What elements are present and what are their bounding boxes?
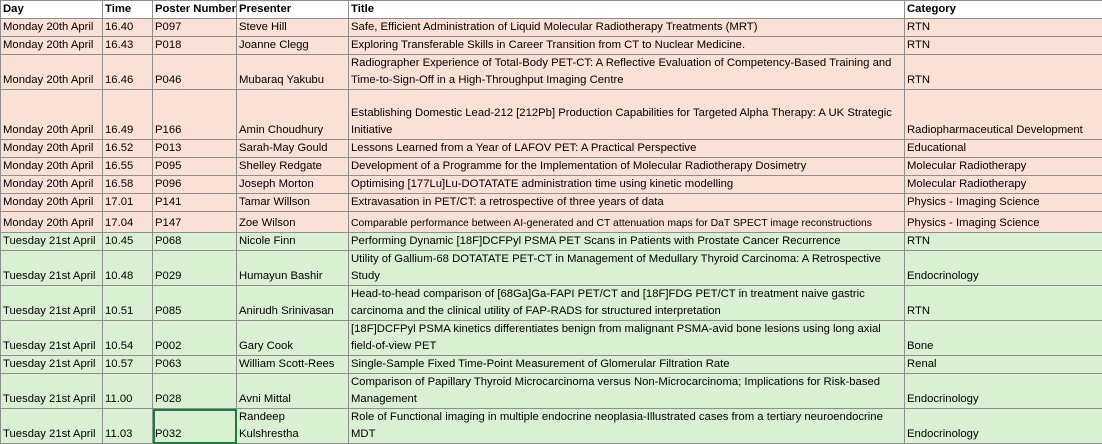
- cell-category[interactable]: Endocrinology: [905, 409, 1102, 444]
- cell-presenter[interactable]: Shelley Redgate: [237, 158, 349, 176]
- cell-time[interactable]: 11.03: [103, 409, 153, 444]
- cell-title[interactable]: Performing Dynamic [18F]DCFPyl PSMA PET Scans in Patients with Prostate Cancer Recurrence: [349, 233, 905, 251]
- cell-title[interactable]: Lessons Learned from a Year of LAFOV PET: A Practical Perspective: [349, 140, 905, 158]
- cell-time[interactable]: 17.04: [103, 212, 153, 233]
- table-row: [1, 158, 1102, 176]
- cell-presenter[interactable]: Nicole Finn: [237, 233, 349, 251]
- cell-category[interactable]: Educational: [905, 140, 1102, 158]
- cell-day[interactable]: Tuesday 21st April: [1, 233, 103, 251]
- cell-poster[interactable]: P029: [153, 251, 237, 286]
- cell-poster[interactable]: P166: [153, 90, 237, 140]
- cell-presenter[interactable]: Amin Choudhury: [237, 90, 349, 140]
- cell-day[interactable]: Tuesday 21st April: [1, 251, 103, 286]
- cell-category[interactable]: Physics - Imaging Science: [905, 212, 1102, 233]
- cell-category[interactable]: Renal: [905, 356, 1102, 374]
- cell-category[interactable]: Radiopharmaceutical Development: [905, 90, 1102, 140]
- cell-presenter[interactable]: Steve Hill: [237, 19, 349, 37]
- cell-time[interactable]: 16.43: [103, 37, 153, 55]
- cell-category[interactable]: Bone: [905, 321, 1102, 356]
- header-row: [1, 1, 1102, 19]
- cell-category[interactable]: RTN: [905, 286, 1102, 321]
- cell-presenter[interactable]: Anirudh Srinivasan: [237, 286, 349, 321]
- table-row: [1, 374, 1102, 409]
- cell-title[interactable]: Extravasation in PET/CT: a retrospective of three years of data: [349, 194, 905, 212]
- cell-category[interactable]: Endocrinology: [905, 374, 1102, 409]
- cell-poster[interactable]: P063: [153, 356, 237, 374]
- cell-presenter[interactable]: William Scott-Rees: [237, 356, 349, 374]
- cell-time[interactable]: 16.52: [103, 140, 153, 158]
- table-row: [1, 409, 1102, 444]
- header-time[interactable]: Time: [103, 1, 153, 19]
- cell-poster[interactable]: P097: [153, 19, 237, 37]
- cell-title[interactable]: Development of a Programme for the Implementation of Molecular Radiotherapy Dosimetry: [349, 158, 905, 176]
- cell-time[interactable]: 10.51: [103, 286, 153, 321]
- table-row: [1, 90, 1102, 140]
- cell-category[interactable]: Endocrinology: [905, 251, 1102, 286]
- table-row: [1, 194, 1102, 212]
- cell-title[interactable]: Comparable performance between AI-generated and CT attenuation maps for DaT SPECT image reconstructions: [349, 212, 905, 233]
- cell-time[interactable]: 10.57: [103, 356, 153, 374]
- cell-presenter[interactable]: Joseph Morton: [237, 176, 349, 194]
- cell-category[interactable]: Molecular Radiotherapy: [905, 158, 1102, 176]
- cell-presenter[interactable]: Tamar Willson: [237, 194, 349, 212]
- table-row: [1, 286, 1102, 321]
- cell-title[interactable]: Utility of Gallium-68 DOTATATE PET-CT in Management of Medullary Thyroid Carcinoma: A Retrospective Study: [349, 251, 905, 286]
- header-category[interactable]: Category: [905, 1, 1102, 19]
- cell-poster[interactable]: P002: [153, 321, 237, 356]
- table-row: [1, 212, 1102, 233]
- cell-day[interactable]: Monday 20th April: [1, 176, 103, 194]
- cell-poster[interactable]: P096: [153, 176, 237, 194]
- cell-day[interactable]: Monday 20th April: [1, 158, 103, 176]
- cell-category[interactable]: RTN: [905, 37, 1102, 55]
- cell-title[interactable]: Role of Functional imaging in multiple endocrine neoplasia-Illustrated cases from a tertiary neuroendocrine MDT: [349, 409, 905, 444]
- cell-day[interactable]: Tuesday 21st April: [1, 286, 103, 321]
- cell-presenter[interactable]: Joanne Clegg: [237, 37, 349, 55]
- cell-time[interactable]: 16.55: [103, 158, 153, 176]
- header-day[interactable]: Day: [1, 1, 103, 19]
- cell-poster[interactable]: P068: [153, 233, 237, 251]
- cell-poster[interactable]: P141: [153, 194, 237, 212]
- header-presenter[interactable]: Presenter: [237, 1, 349, 19]
- cell-day[interactable]: Monday 20th April: [1, 90, 103, 140]
- cell-title[interactable]: [18F]DCFPyl PSMA kinetics differentiates benign from malignant PSMA-avid bone lesions using long axial field-of-view PET: [349, 321, 905, 356]
- cell-time[interactable]: 10.45: [103, 233, 153, 251]
- cell-day[interactable]: Tuesday 21st April: [1, 409, 103, 444]
- cell-poster[interactable]: P018: [153, 37, 237, 55]
- cell-day[interactable]: Tuesday 21st April: [1, 374, 103, 409]
- cell-title[interactable]: Comparison of Papillary Thyroid Microcarcinoma versus Non-Microcarcinoma; Implications for Risk-based Management: [349, 374, 905, 409]
- cell-presenter[interactable]: Mubaraq Yakubu: [237, 55, 349, 90]
- cell-day[interactable]: Monday 20th April: [1, 140, 103, 158]
- header-poster-number[interactable]: Poster Number: [153, 1, 237, 19]
- cell-title[interactable]: Radiographer Experience of Total-Body PET-CT: A Reflective Evaluation of Competency-Based Training and Time-to-Sign-Off in a High-Throughput Imaging Centre: [349, 55, 905, 90]
- cell-category[interactable]: RTN: [905, 55, 1102, 90]
- cell-poster[interactable]: P013: [153, 140, 237, 158]
- cell-day[interactable]: Tuesday 21st April: [1, 356, 103, 374]
- cell-poster[interactable]: P046: [153, 55, 237, 90]
- cell-poster[interactable]: P147: [153, 212, 237, 233]
- cell-title[interactable]: Establishing Domestic Lead-212 [212Pb] Production Capabilities for Targeted Alpha Therapy: A UK Strategic Initiative: [349, 90, 905, 140]
- table-row: [1, 356, 1102, 374]
- table-row: [1, 233, 1102, 251]
- cell-time[interactable]: 17.01: [103, 194, 153, 212]
- cell-poster[interactable]: P028: [153, 374, 237, 409]
- cell-time[interactable]: 16.49: [103, 90, 153, 140]
- cell-time[interactable]: 16.46: [103, 55, 153, 90]
- cell-presenter[interactable]: Avni Mittal: [237, 374, 349, 409]
- cell-presenter[interactable]: Randeep Kulshrestha: [237, 409, 349, 444]
- cell-category[interactable]: RTN: [905, 19, 1102, 37]
- cell-title[interactable]: Head-to-head comparison of [68Ga]Ga-FAPI PET/CT and [18F]FDG PET/CT in treatment naive gastric carcinoma and the clinical utility of FAP-RADS for structured interpretation: [349, 286, 905, 321]
- table-row: [1, 321, 1102, 356]
- cell-presenter[interactable]: Humayun Bashir: [237, 251, 349, 286]
- table-row: [1, 251, 1102, 286]
- cell-title[interactable]: Optimising [177Lu]Lu-DOTATATE administration time using kinetic modelling: [349, 176, 905, 194]
- cell-time[interactable]: 16.40: [103, 19, 153, 37]
- cell-category[interactable]: Physics - Imaging Science: [905, 194, 1102, 212]
- cell-category[interactable]: Molecular Radiotherapy: [905, 176, 1102, 194]
- table-row: [1, 19, 1102, 37]
- cell-title[interactable]: Exploring Transferable Skills in Career Transition from CT to Nuclear Medicine.: [349, 37, 905, 55]
- cell-presenter[interactable]: Gary Cook: [237, 321, 349, 356]
- table-row: [1, 140, 1102, 158]
- table-row: [1, 55, 1102, 90]
- cell-time[interactable]: 16.58: [103, 176, 153, 194]
- cell-presenter[interactable]: Sarah-May Gould: [237, 140, 349, 158]
- cell-poster[interactable]: P085: [153, 286, 237, 321]
- cell-presenter[interactable]: Zoe Wilson: [237, 212, 349, 233]
- cell-time[interactable]: 11.00: [103, 374, 153, 409]
- cell-category[interactable]: RTN: [905, 233, 1102, 251]
- cell-day[interactable]: Tuesday 21st April: [1, 321, 103, 356]
- cell-poster[interactable]: P095: [153, 158, 237, 176]
- cell-day[interactable]: Monday 20th April: [1, 212, 103, 233]
- table-row: [1, 176, 1102, 194]
- cell-title[interactable]: Safe, Efficient Administration of Liquid Molecular Radiotherapy Treatments (MRT): [349, 19, 905, 37]
- header-title[interactable]: Title: [349, 1, 905, 19]
- cell-day[interactable]: Monday 20th April: [1, 37, 103, 55]
- cell-time[interactable]: 10.48: [103, 251, 153, 286]
- cell-day[interactable]: Monday 20th April: [1, 194, 103, 212]
- cell-title[interactable]: Single-Sample Fixed Time-Point Measurement of Glomerular Filtration Rate: [349, 356, 905, 374]
- cell-day[interactable]: Monday 20th April: [1, 19, 103, 37]
- cell-time[interactable]: 10.54: [103, 321, 153, 356]
- cell-day[interactable]: Monday 20th April: [1, 55, 103, 90]
- cell-poster[interactable]: P032: [153, 409, 237, 444]
- table-row: [1, 37, 1102, 55]
